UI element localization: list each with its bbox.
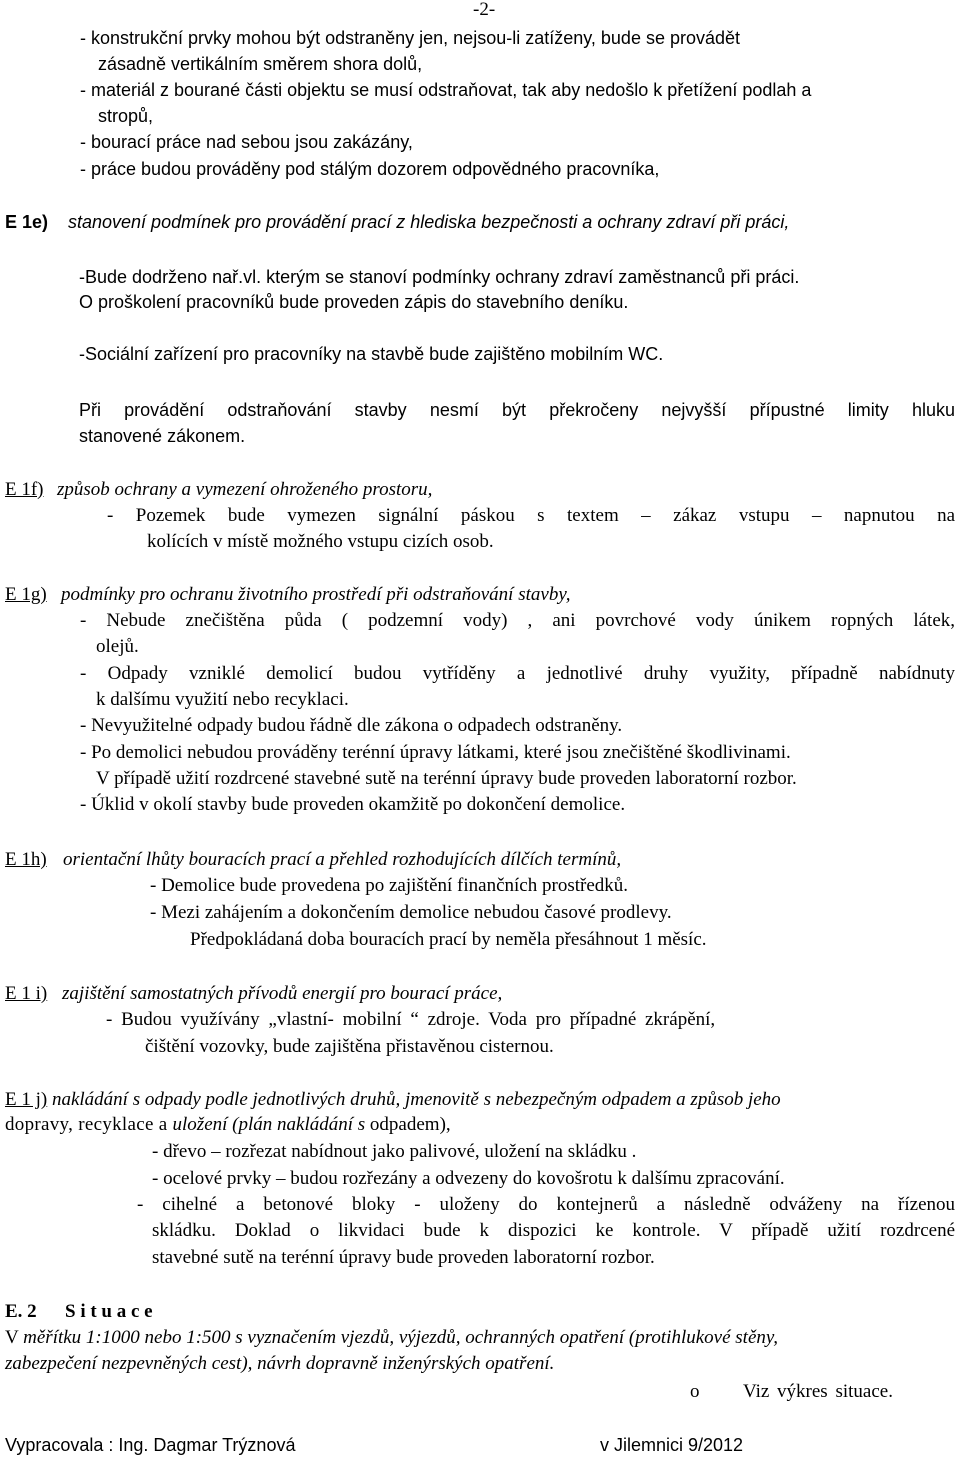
- paragraph-line: -Sociální zařízení pro pracovníky na stavbě bude zajištěno mobilním WC.: [79, 344, 664, 364]
- title-part: dopravy, recyklace a: [5, 1114, 173, 1135]
- title-part: odpadem),: [365, 1114, 451, 1135]
- paragraph-line: - dřevo – rozřezat nabídnout jako palivové, uložení na skládku .: [152, 1141, 637, 1162]
- paragraph-line: O proškolení pracovníků bude proveden zápis do stavebního deníku.: [79, 292, 629, 312]
- paragraph-line: kolících v místě možného vstupu cizích osob.: [147, 531, 494, 552]
- section-title-e1h: orientační lhůty bouracích prací a přehled rozhodujících dílčích termínů,: [63, 849, 622, 870]
- title-part-italic: uložení (plán nakládání s: [172, 1114, 366, 1135]
- text-part-italic: měřítku 1:1000 nebo 1:500 s vyznačením vjezdů, výjezdů, ochranných opatření (protihlukové stěny,: [23, 1327, 779, 1348]
- paragraph-line: k dalšímu využití nebo recyklaci.: [96, 689, 349, 710]
- paragraph-line: Předpokládaná doba bouracích prací by neměla přesáhnout 1 měsíc.: [190, 929, 707, 950]
- paragraph-line: zabezpečení nezpevněných cest), návrh dopravně inženýrských opatření.: [5, 1353, 555, 1374]
- bullet-text: Viz výkres situace.: [743, 1381, 893, 1402]
- page-number: -2-: [473, 0, 496, 20]
- section-code-e1i: E 1 i): [5, 983, 48, 1004]
- section-heading-e1j: [5, 1088, 781, 1112]
- section-title-e2: S i t u a c e: [65, 1301, 153, 1322]
- list-item: - práce budou prováděny pod stálým dozorem odpovědného pracovníka,: [80, 159, 660, 179]
- list-item: zásadně vertikálním směrem shora dolů,: [98, 54, 423, 74]
- paragraph-line: - Budou využívány „vlastní- mobilní “ zdroje. Voda pro případné zkrápění,: [106, 1009, 716, 1030]
- paragraph-line: - Nebude znečištěna půda ( podzemní vody) , ani povrchové vody únikem ropných látek,: [80, 610, 955, 631]
- section-code-e1h: E 1h): [5, 849, 47, 870]
- section-code-e1g: E 1g): [5, 584, 47, 605]
- section-title-e1e: stanovení podmínek pro provádění prací z hlediska bezpečnosti a ochrany zdraví při práci,: [68, 212, 790, 232]
- footer-place-date: v Jilemnici 9/2012: [600, 1435, 744, 1455]
- list-item: - konstrukční prvky mohou být odstraněny jen, nejsou-li zatíženy, bude se provádět: [80, 28, 741, 48]
- list-item: - bourací práce nad sebou jsou zakázány,: [80, 132, 413, 152]
- section-code-e1j: E 1 j): [5, 1089, 48, 1110]
- section-title-e1f: způsob ochrany a vymezení ohroženého prostoru,: [57, 479, 433, 500]
- section-code-e2: E. 2: [5, 1301, 37, 1322]
- section-title-e1i: zajištění samostatných přívodů energií pro bourací práce,: [62, 983, 503, 1004]
- section-title-e1g: podmínky pro ochranu životního prostředí při odstraňování stavby,: [61, 584, 571, 605]
- section-code-e1e: E 1e): [5, 212, 49, 232]
- paragraph-line: V případě užití rozdrcené stavebné sutě na terénní úpravy bude proveden laboratorní rozbor.: [96, 768, 797, 789]
- paragraph-line: - Demolice bude provedena po zajištění finančních prostředků.: [150, 875, 628, 896]
- paragraph-line: -Bude dodrženo nař.vl. kterým se stanoví podmínky ochrany zdraví zaměstnanců při práci.: [79, 267, 800, 287]
- paragraph-line: - Po demolici nebudou prováděny terénní úpravy látkami, které jsou znečištěné škodlivinami.: [80, 742, 791, 763]
- paragraph-line: skládku. Doklad o likvidaci bude k dispozici ke kontrole. V případě užití rozdrcené: [152, 1220, 955, 1241]
- section-title-e1j: nakládání s odpady podle jednotlivých druhů, jmenovitě s nebezpečným odpadem a způsob jeho: [51, 1089, 781, 1110]
- paragraph-line: - Nevyužitelné odpady budou řádně dle zákona o odpadech odstraněny.: [80, 715, 623, 736]
- footer-author: Vypracovala : Ing. Dagmar Trýznová: [5, 1435, 296, 1455]
- paragraph-line: čištění vozovky, bude zajištěna přistavěnou cisternou.: [145, 1036, 554, 1057]
- paragraph-line: Při provádění odstraňování stavby nesmí být překročeny nejvyšší přípustné limity hluku: [79, 400, 955, 420]
- paragraph-line: - cihelné a betonové bloky - uloženy do kontejnerů a následně odváženy na řízenou: [137, 1194, 955, 1215]
- text-part: V: [5, 1327, 24, 1348]
- section-code-e1f: E 1f): [5, 479, 44, 500]
- paragraph-line: stavebné sutě na terénní úpravy bude proveden laboratorní rozbor.: [152, 1247, 655, 1268]
- list-item: stropů,: [98, 106, 154, 126]
- paragraph-line: - Úklid v okolí stavby bude proveden okamžitě po dokončení demolice.: [80, 794, 626, 815]
- paragraph-line: stanovené zákonem.: [79, 426, 246, 446]
- paragraph-line: - Mezi zahájením a dokončením demolice nebudou časové prodlevy.: [150, 902, 672, 923]
- paragraph-line: - ocelové prvky – budou rozřezány a odvezeny do kovošrotu k dalšímu zpracování.: [152, 1168, 785, 1189]
- paragraph-line: - Pozemek bude vymezen signální páskou s textem – zákaz vstupu – napnutou na: [107, 505, 955, 526]
- bullet-marker: o: [690, 1381, 700, 1402]
- section-title-e1j-cont: [5, 1113, 451, 1137]
- paragraph-line: olejů.: [96, 636, 139, 657]
- paragraph-line: - Odpady vzniklé demolicí budou vytříděny a jednotlivé druhy využity, případně nabídnuty: [80, 663, 955, 684]
- paragraph-line: [5, 1326, 778, 1350]
- list-item: - materiál z bourané části objektu se musí odstraňovat, tak aby nedošlo k přetížení podlah a: [80, 80, 812, 100]
